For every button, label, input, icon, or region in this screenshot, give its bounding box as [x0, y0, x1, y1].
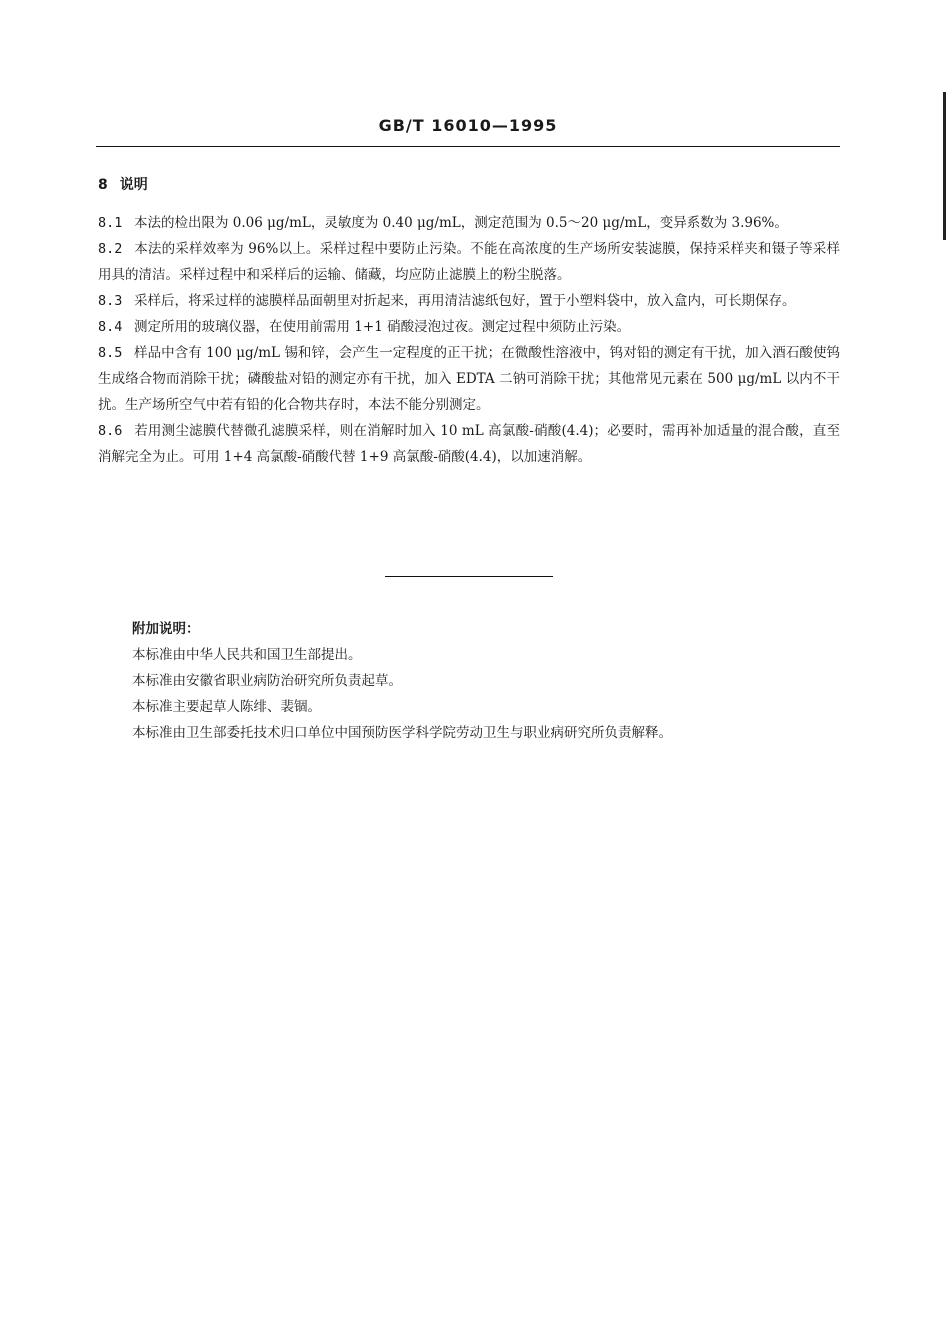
- section-title: 说明: [119, 177, 148, 193]
- section-divider: [385, 576, 553, 577]
- appendix-title: 附加说明：: [132, 621, 200, 637]
- clause-item: [98, 288, 840, 314]
- clause-item: [98, 340, 840, 418]
- clause-text: 测定所用的玻璃仪器，在使用前需用 1+1 硝酸浸泡过夜。测定过程中须防止污染。: [134, 319, 631, 335]
- clause-text: 本法的检出限为 0.06 μg/mL，灵敏度为 0.40 μg/mL，测定范围为 0.5～20 μg/mL，变异系数为 3.96%。: [134, 215, 788, 231]
- clause-number: 8.2: [98, 241, 123, 257]
- clause-number: 8.3: [98, 293, 123, 309]
- header-rule: [96, 146, 840, 147]
- clause-number: 8.5: [98, 345, 123, 361]
- clause-item: [98, 314, 840, 340]
- clause-item: [98, 236, 840, 288]
- clause-number: 8.4: [98, 319, 123, 335]
- section-heading: [98, 174, 148, 194]
- clause-text: 采样后，将采过样的滤膜样品面朝里对折起来，再用清洁滤纸包好，置于小塑料袋中，放入盒内，可长期保存。: [134, 293, 796, 309]
- clause-item: [98, 418, 840, 470]
- clause-text: 本法的采样效率为 96%以上。采样过程中要防止污染。不能在高浓度的生产场所安装滤膜，保持采样夹和镊子等采样用具的清洁。采样过程中和采样后的运输、储藏，均应防止滤膜上的粉尘脱落。: [98, 241, 840, 283]
- section-number: 8: [98, 177, 108, 193]
- appendix-line: 本标准由中华人民共和国卫生部提出。: [132, 647, 362, 663]
- clause-text: 样品中含有 100 μg/mL 锡和锌，会产生一定程度的正干扰；在微酸性溶液中，钨对铅的测定有干扰，加入酒石酸使钨生成络合物而消除干扰；磷酸盐对铅的测定亦有干扰，加入 EDTA 二钠可消除干扰；其他常见元素在 500 μg/mL 以内不干扰。生产场所空气中若有铅的化合物共存时，本法不能分别测定。: [98, 345, 840, 413]
- appendix-line: 本标准主要起草人陈绯、裴锢。: [132, 699, 321, 715]
- standard-code-header: GB/T 16010—1995: [378, 116, 558, 135]
- appendix-notes: [132, 616, 832, 746]
- appendix-line: 本标准由安徽省职业病防治研究所负责起草。: [132, 673, 402, 689]
- clause-number: 8.1: [98, 215, 123, 231]
- clause-number: 8.6: [98, 423, 123, 439]
- clause-item: [98, 210, 840, 236]
- clause-text: 若用测尘滤膜代替微孔滤膜采样，则在消解时加入 10 mL 高氯酸-硝酸(4.4)；必要时，需再补加适量的混合酸，直至消解完全为止。可用 1+4 高氯酸-硝酸代替 1+9 高氯酸-硝酸(4.4)，以加速消解。: [98, 423, 840, 465]
- page-edge-mark: [943, 92, 946, 240]
- appendix-line: 本标准由卫生部委托技术归口单位中国预防医学科学院劳动卫生与职业病研究所负责解释。: [132, 725, 672, 741]
- clause-list: [98, 210, 840, 470]
